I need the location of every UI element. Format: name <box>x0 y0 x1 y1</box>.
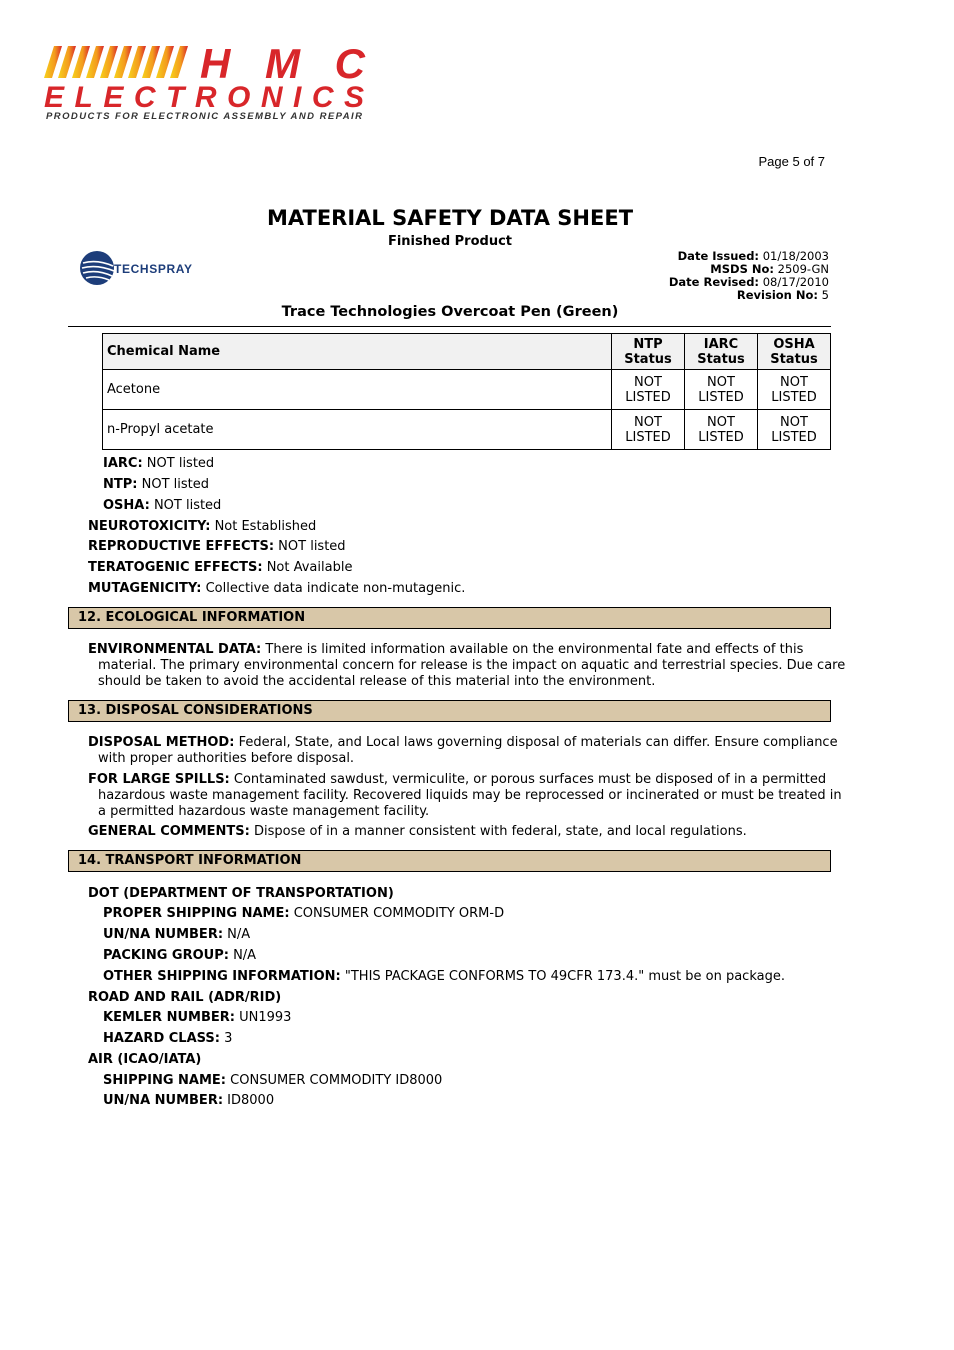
environmental-data <box>88 642 846 690</box>
date-revised: 08/17/2010 <box>762 275 829 289</box>
table-row <box>103 370 831 410</box>
col-ntp-status: NTP Status <box>612 334 685 370</box>
teratogenic-line <box>88 560 352 575</box>
ntp-status: NOT LISTED <box>612 410 685 450</box>
packing-group-value: N/A <box>233 948 257 963</box>
hazard-class-line <box>103 1031 232 1046</box>
teratogenic-label: TERATOGENIC EFFECTS: <box>88 560 263 575</box>
osha-value: NOT listed <box>153 498 222 513</box>
osha-status: NOT LISTED <box>758 410 831 450</box>
general-comments-label: GENERAL COMMENTS: <box>88 824 250 839</box>
iarc-value: NOT listed <box>146 456 215 471</box>
other-shipping-info-line <box>103 969 785 984</box>
hazard-class-label: HAZARD CLASS: <box>103 1031 220 1046</box>
ntp-status: NOT LISTED <box>612 370 685 410</box>
proper-shipping-name-label: PROPER SHIPPING NAME: <box>103 906 290 921</box>
chemical-name: Acetone <box>103 370 612 410</box>
un-na-number-label: UN/NA NUMBER: <box>103 927 224 942</box>
logo-text-electronics: ELECTRONICS <box>44 81 364 114</box>
iarc-line <box>103 456 214 471</box>
col-iarc-status: IARC Status <box>685 334 758 370</box>
osha-line <box>103 498 221 513</box>
neurotoxicity-label: NEUROTOXICITY: <box>88 519 211 534</box>
chemical-status-table <box>102 333 831 450</box>
air-un-na-number-label: UN/NA NUMBER: <box>103 1093 224 1108</box>
environmental-data-label: ENVIRONMENTAL DATA: <box>88 642 262 657</box>
col-chemical-name: Chemical Name <box>103 334 612 370</box>
revision-number: 5 <box>821 288 829 302</box>
general-comments <box>88 824 846 840</box>
large-spills-label: FOR LARGE SPILLS: <box>88 772 230 787</box>
kemler-number-line <box>103 1010 291 1025</box>
reproductive-label: REPRODUCTIVE EFFECTS: <box>88 539 275 554</box>
air-un-na-number-line <box>103 1093 274 1108</box>
ntp-label: NTP: <box>103 477 138 492</box>
mutagenicity-line <box>88 581 465 596</box>
chemical-name: n-Propyl acetate <box>103 410 612 450</box>
page-number: Page 5 of 7 <box>758 154 825 169</box>
section-12-heading: 12. ECOLOGICAL INFORMATION <box>68 607 831 629</box>
iarc-label: IARC: <box>103 456 143 471</box>
mutagenicity-label: MUTAGENICITY: <box>88 581 202 596</box>
road-rail-heading-text: ROAD AND RAIL (ADR/RID) <box>88 990 282 1005</box>
air-heading <box>88 1052 201 1067</box>
logo-text-hmc: HMC <box>200 40 365 87</box>
header-divider <box>68 326 831 327</box>
date-issued-label: Date Issued: <box>677 249 760 263</box>
hmc-electronics-logo <box>40 40 370 122</box>
large-spills <box>88 772 846 820</box>
dot-heading <box>88 886 394 901</box>
environmental-data-text: There is limited information available on the environmental fate and effects of this material. The primary environmental concern for release is the impact on aquatic and terrestrial species. Due care should be taken to avoid the accidental release of this material into the environment. <box>98 642 846 689</box>
date-revised-label: Date Revised: <box>668 275 760 289</box>
hazard-class-value: 3 <box>224 1031 233 1046</box>
other-shipping-info-value: "THIS PACKAGE CONFORMS TO 49CFR 173.4." must be on package. <box>344 969 785 984</box>
document-title: MATERIAL SAFETY DATA SHEET <box>266 206 634 230</box>
techspray-logo-text: TECHSPRAY <box>114 262 192 276</box>
ntp-value: NOT listed <box>141 477 209 492</box>
osha-label: OSHA: <box>103 498 150 513</box>
air-shipping-name-label: SHIPPING NAME: <box>103 1073 227 1088</box>
disposal-method-text: Federal, State, and Local laws governing disposal of materials can differ. Ensure compliance with proper authorities before disposal. <box>98 735 838 766</box>
other-shipping-info-label: OTHER SHIPPING INFORMATION: <box>103 969 341 984</box>
col-osha-status: OSHA Status <box>758 334 831 370</box>
large-spills-text: Contaminated sawdust, vermiculite, or porous surfaces must be disposed of in a permitted hazardous waste management facility. Recovered liquids may be reprocessed or incinerated or must be treated in a permitted hazardous waste management facility. <box>98 772 842 819</box>
neurotoxicity-line <box>88 519 316 534</box>
msds-no: 2509-GN <box>777 262 829 276</box>
document-meta <box>560 250 829 302</box>
disposal-method <box>88 735 846 767</box>
kemler-number-value: UN1993 <box>239 1010 292 1025</box>
document-subtitle: Finished Product <box>387 234 513 249</box>
reproductive-value: NOT listed <box>278 539 346 554</box>
msds-no-label: MSDS No: <box>710 262 774 276</box>
iarc-status: NOT LISTED <box>685 370 758 410</box>
reproductive-line <box>88 539 346 554</box>
proper-shipping-name-line <box>103 906 504 921</box>
table-row <box>103 410 831 450</box>
general-comments-text: Dispose of in a manner consistent with federal, state, and local regulations. <box>254 824 747 839</box>
packing-group-line <box>103 948 256 963</box>
product-name: Trace Technologies Overcoat Pen (Green) <box>281 304 619 320</box>
air-shipping-name-line <box>103 1073 442 1088</box>
revision-label: Revision No: <box>736 288 819 302</box>
iarc-status: NOT LISTED <box>685 410 758 450</box>
kemler-number-label: KEMLER NUMBER: <box>103 1010 235 1025</box>
table-header-row <box>103 334 831 370</box>
air-heading-text: AIR (ICAO/IATA) <box>88 1052 202 1067</box>
un-na-number-value: N/A <box>227 927 251 942</box>
proper-shipping-name-value: CONSUMER COMMODITY ORM-D <box>293 906 505 921</box>
mutagenicity-value: Collective data indicate non-mutagenic. <box>205 581 466 596</box>
air-shipping-name-value: CONSUMER COMMODITY ID8000 <box>230 1073 443 1088</box>
un-na-number-line <box>103 927 250 942</box>
techspray-logo <box>78 249 198 287</box>
teratogenic-value: Not Available <box>266 560 353 575</box>
packing-group-label: PACKING GROUP: <box>103 948 229 963</box>
osha-status: NOT LISTED <box>758 370 831 410</box>
section-14-heading: 14. TRANSPORT INFORMATION <box>68 850 831 872</box>
air-un-na-number-value: ID8000 <box>227 1093 275 1108</box>
neurotoxicity-value: Not Established <box>214 519 317 534</box>
road-rail-heading <box>88 990 281 1005</box>
ntp-line <box>103 477 209 492</box>
section-13-heading: 13. DISPOSAL CONSIDERATIONS <box>68 700 831 722</box>
dot-heading-text: DOT (DEPARTMENT OF TRANSPORTATION) <box>88 886 394 901</box>
disposal-method-label: DISPOSAL METHOD: <box>88 735 235 750</box>
date-issued: 01/18/2003 <box>762 249 829 263</box>
logo-tagline: PRODUCTS FOR ELECTRONIC ASSEMBLY AND REPAIR <box>46 111 362 122</box>
